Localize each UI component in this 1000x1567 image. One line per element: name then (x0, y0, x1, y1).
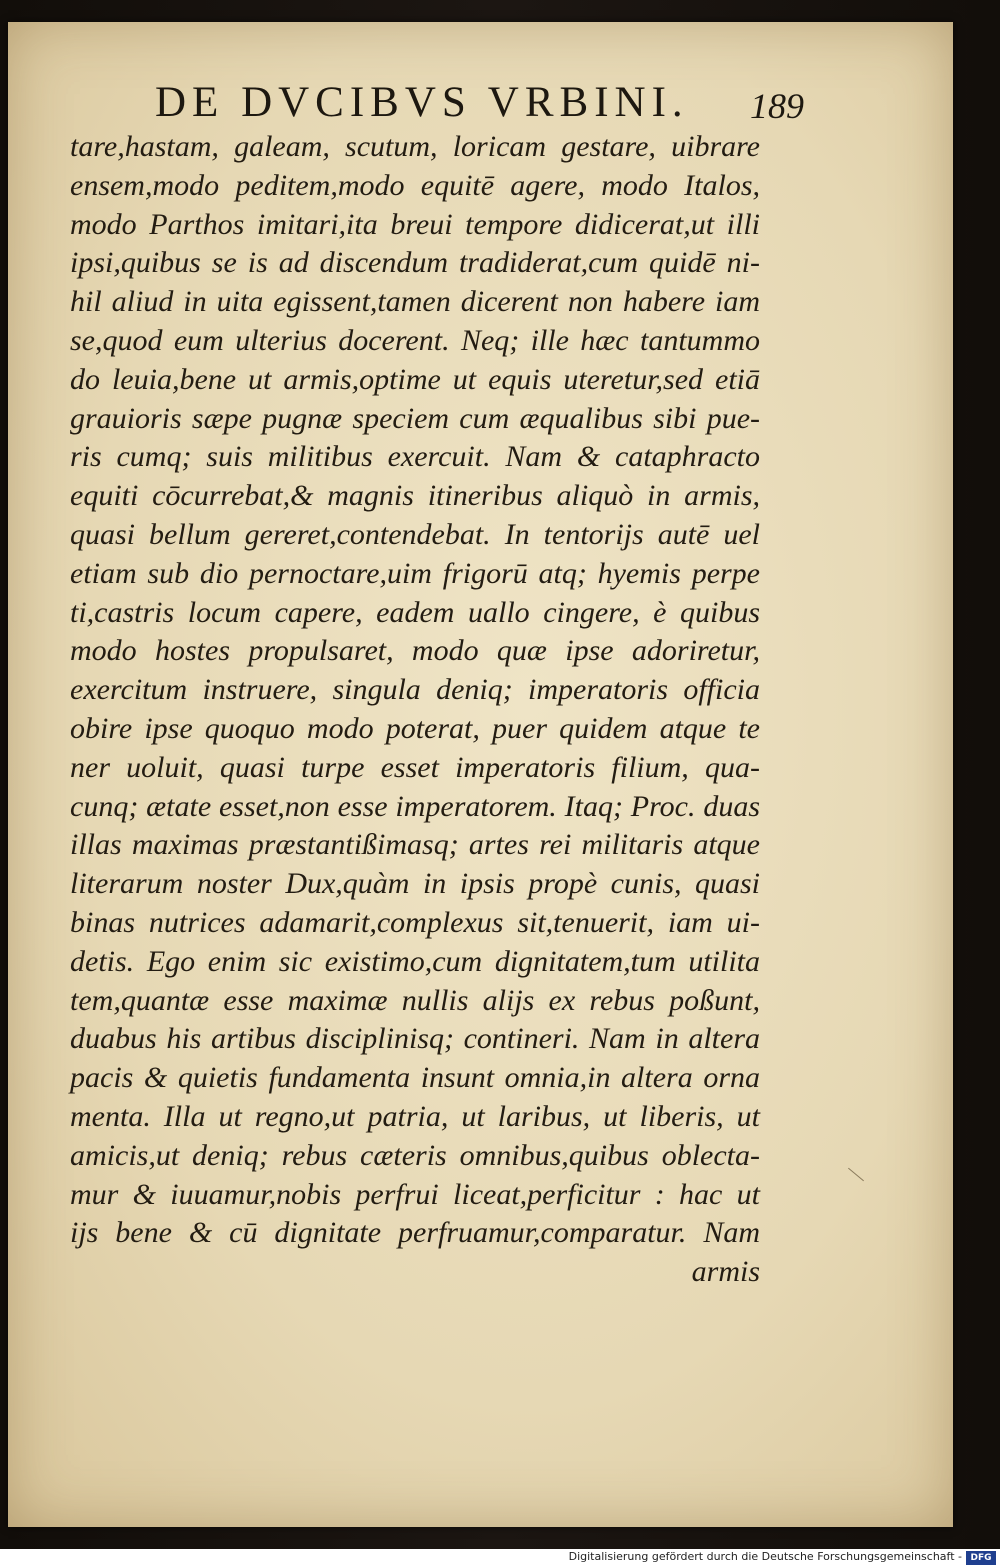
text-line: ti,castris locum capere, eadem uallo cingere, è quibus (70, 595, 760, 629)
text-line: ipsi,quibus se is ad discendum tradiderat,cum quidē ni- (70, 246, 760, 280)
text-line: pacis & quietis fundamenta insunt omnia,in altera orna (70, 1061, 760, 1095)
text-line: grauioris sæpe pugnæ speciem cum æqualibus sibi pue- (70, 401, 760, 435)
text-line: obire ipse quoquo modo poterat, puer quidem atque te (70, 711, 760, 745)
text-block (70, 128, 760, 1292)
text-line: literarum noster Dux,quàm in ipsis propè cunis, quasi (70, 867, 760, 901)
text-line: se,quod eum ulterius docerent. Neq; ille hæc tantummo (70, 323, 760, 357)
text-line: amicis,ut deniq; rebus cæteris omnibus,quibus oblecta- (70, 1138, 760, 1172)
running-head: DE DVCIBVS VRBINI. (155, 79, 689, 126)
text-line: ner uoluit, quasi turpe esset imperatoris filium, qua- (70, 750, 760, 784)
funding-note: Digitalisierung gefördert durch die Deutsche Forschungsgemeinschaft - (568, 1550, 962, 1563)
text-line: hil aliud in uita egissent,tamen dicerent non habere iam (70, 285, 760, 319)
text-line: quasi bellum gereret,contendebat. In tentorijs autē uel (70, 517, 760, 551)
text-line: tare,hastam, galeam, scutum, loricam gestare, uibrare (70, 130, 760, 163)
text-line: mur & iuuamur,nobis perfrui liceat,perficitur : hac ut (70, 1177, 760, 1211)
page-number: 189 (750, 86, 804, 126)
dfg-logo[interactable]: DFG (966, 1551, 996, 1565)
text-line: tem,quantæ esse maximæ nullis alijs ex rebus poßunt, (70, 983, 760, 1017)
text-line: detis. Ego enim sic existimo,cum dignitatem,tum utilita (70, 944, 760, 978)
text-line: binas nutrices adamarit,complexus sit,tenuerit, iam ui- (70, 905, 760, 939)
text-line: cunq; ætate esset,non esse imperatorem. Itaq; Proc. duas (70, 789, 760, 823)
text-line: equiti cōcurrebat,& magnis itineribus aliquò in armis, (70, 479, 760, 513)
text-line: exercitum instruere, singula deniq; imperatoris officia (70, 673, 760, 707)
text-line: modo Parthos imitari,ita breui tempore didicerat,ut illi (70, 207, 760, 241)
text-line: modo hostes propulsaret, modo quæ ipse adoriretur, (70, 634, 760, 668)
text-line: do leuia,bene ut armis,optime ut equis uteretur,sed etiā (70, 362, 760, 396)
text-line: ris cumq; suis militibus exercuit. Nam & cataphracto (70, 440, 760, 474)
text-line: etiam sub dio pernoctare,uim frigorū atq; hyemis perpe (70, 556, 760, 590)
catchword: armis (691, 1255, 760, 1289)
text-line: illas maximas præstantißimasq; artes rei militaris atque (70, 828, 760, 862)
text-line: duabus his artibus disciplinisq; contineri. Nam in altera (70, 1022, 760, 1056)
text-line: menta. Illa ut regno,ut patria, ut laribus, ut liberis, ut (70, 1099, 760, 1133)
text-line: ijs bene & cū dignitate perfruamur,comparatur. Nam (70, 1216, 760, 1250)
paper-mark (848, 1168, 864, 1182)
text-line: ensem,modo peditem,modo equitē agere, modo Italos, (70, 168, 760, 202)
